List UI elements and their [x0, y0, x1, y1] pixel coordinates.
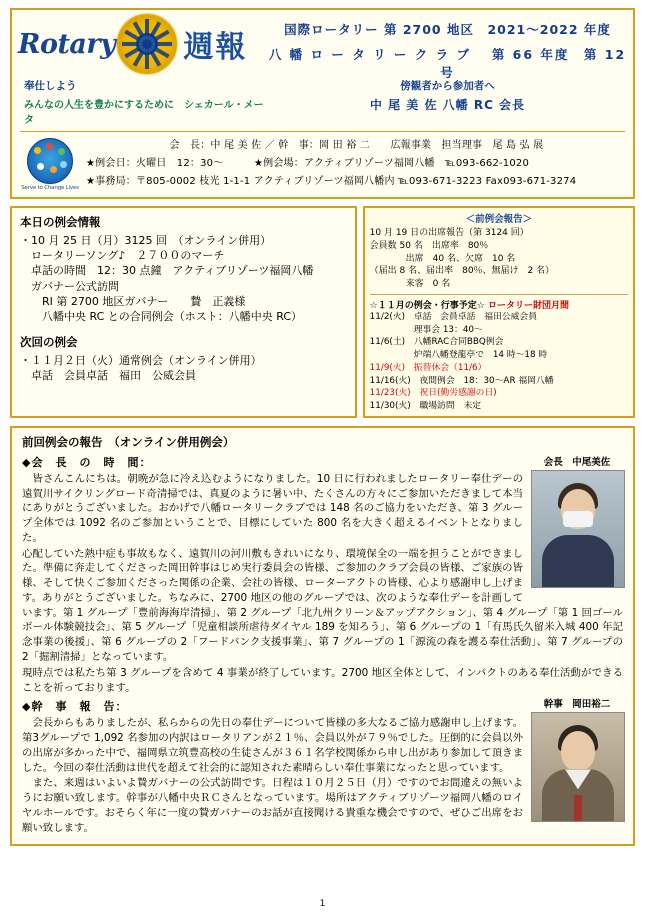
- report-divider: [370, 294, 628, 295]
- president-photo-caption: 会長 中尾美佐: [543, 456, 611, 468]
- next-meeting-line: 卓話 会員卓話 福田 公威会員: [20, 369, 196, 383]
- previous-meeting-report-panel: [363, 206, 635, 418]
- today-line: ガバナー公式訪問: [20, 279, 119, 293]
- article-title: 前回例会の報告 （オンライン併用例会）: [22, 434, 235, 449]
- next-meeting-line: ・１１月２日（火）通常例会（オンライン併用）: [20, 354, 262, 368]
- today-meeting-title: 本日の例会情報: [20, 215, 101, 229]
- schedule-item: 11/30(火) 職場訪問 未定: [369, 401, 482, 412]
- header-top-row: [18, 14, 627, 80]
- article-panel: [10, 426, 635, 847]
- meeting-info-row: [10, 206, 635, 418]
- paragraph: また、来週はいよいよ贄ガバナーの公式訪問です。日程は１０月２５日（月）ですのでお間違えの無いようにお願い致します。幹事が八幡中央ＲＣさんとなっています。場所はアクティブリゾーツ福岡八幡のロイヤルホールです。おそらく年に一度の贄ガバナーのお話が直接聞ける貴重な機会ですので、ぜひご出席をお願い致します。: [22, 777, 523, 834]
- rotary-wheel-icon: [117, 14, 177, 74]
- schedule-item: 11/2(火) 卓話 会員卓話 福田公威会員: [369, 311, 538, 322]
- serve-to-change-lives-icon: [27, 138, 73, 184]
- today-line: ロータリーソング♪ ２７００のマーチ: [20, 249, 225, 263]
- today-line: RI 第 2700 地区ガバナー 贄 正義様: [20, 294, 246, 308]
- attendance-line: 10 月 19 日の出席報告（第 3124 回）: [369, 228, 529, 238]
- district-year-line: 国際ロータリー 第 2700 地区 2021～2022 年度: [284, 22, 611, 37]
- officers-line-2: ★例会日：火曜日 12：30～ ★例会場：アクティブリゾーツ福岡八幡 ℡093-662-1020: [86, 158, 530, 169]
- schedule-item: 11/16(火) 夜間例会 18：30～AR 福岡八幡: [369, 375, 554, 386]
- theme-emblem-area: [18, 136, 82, 191]
- previous-report-heading: ＜前例会報告＞: [465, 214, 533, 225]
- schedule-heading-main: ☆１１月の例会・行事予定☆: [369, 300, 485, 311]
- secretary-photo: [531, 712, 625, 822]
- attendance-line: 出席 40 名、欠席 10 名: [369, 253, 516, 264]
- attendance-line: （届出 8 名、届出率 80％、無届け 2 名）: [369, 266, 555, 277]
- schedule-heading-month-theme: ロータリー財団月間: [487, 300, 569, 311]
- schedule-item: 11/9(火) 振替休会（11/6）: [369, 362, 487, 373]
- rotary-wordmark: Rotary: [18, 28, 116, 60]
- schedule-item: 炉端八幡登龍亭で 14 時～18 時: [369, 350, 548, 361]
- club-theme-line2: 中 尾 美 佐 八幡 RC 会長: [369, 98, 526, 112]
- club-logo-area: [18, 14, 268, 74]
- schedule-item: 11/6(土) 八幡RAC合同BBQ例会: [369, 337, 504, 348]
- officers-line-1: 会 長：中 尾 美 佐 ／ 幹 事：岡 田 裕 二 広報事業 担当理事 尾 島 弘 展: [169, 140, 544, 151]
- today-line: 八幡中央 RC との合同例会（ホスト：八幡中央 RC）: [20, 309, 303, 323]
- president-photo-block: [531, 454, 623, 588]
- ri-theme-line1: 奉仕しよう: [24, 80, 77, 92]
- secretary-report-heading: ◆幹 事 報 告：: [22, 700, 128, 714]
- paragraph: 現時点では私たち第 3 グループを含めて 4 事業が終了しています。2700 地区全体として、インパクトのある奉仕活動ができることを祈っております。: [22, 666, 623, 694]
- schedule-item: 11/23(火) 祝日(勤労感謝の日): [369, 388, 497, 399]
- secretary-photo-block: [531, 696, 623, 822]
- bulletin-wordmark: 週報: [183, 30, 248, 65]
- paragraph: 会長からもありましたが、私らからの先日の奉仕デーについて皆様の多大なるご協力感謝申し上げます。第3グループで 1,092 名参加の内訳はロータリアンが２１％、会員以外が７９％でした。圧倒的に会員以外の出席が多かった中で、福岡県立筑豊高校の生徒さんが３６１名学校関係から申し出があり参加して頂きました。今回の奉仕活動は世代を超えて社会的に認知された素晴らしい奉仕事業になったと思っています。: [22, 717, 523, 774]
- president-photo: [531, 470, 625, 588]
- next-meeting-title: 次回の例会: [20, 335, 78, 350]
- ri-theme-line2: みんなの人生を豊かにするために シェカール・メータ: [24, 100, 264, 126]
- officers-block: [18, 136, 627, 191]
- attendance-line: 来客 0 名: [369, 279, 451, 290]
- header-divider: [20, 131, 625, 132]
- officer-contact-lines: [82, 136, 627, 190]
- paragraph: 皆さんこんにちは。朝晩が急に冷え込むようになりました。10 日に行われましたロータリー奉仕デーの遠賀川サイクリングロード奇清掃では、真夏のように暑い中、たくさんの方々にご参加いただきまして本当にありがとうございました。おかげで八幡ロータリークラブでは 148 名のご協力をいただき、第 3 グループ全体では 1092 名のご参加ということで、目標にしていた 800 名を大きく超えるイベントとなりました。: [22, 472, 523, 544]
- ri-theme-block: [18, 78, 268, 126]
- officers-line-3: ★事務局：〒805-0002 枝光 1-1-1 アクティブリゾーツ福岡八幡内 ℡093-671-3223 Fax093-671-3274: [86, 176, 577, 187]
- attendance-line: 会員数 50 名 出席率 80％: [369, 240, 489, 251]
- club-issue-line: 八 幡 ロ ー タ リ ー ク ラ ブ 第 66 年度 第 12 号: [268, 47, 627, 80]
- today-meeting-panel: [10, 206, 357, 418]
- secretary-photo-caption: 幹事 岡田裕二: [543, 699, 611, 711]
- paragraph: 心配していた熱中症も事故もなく、遠賀川の河川敷もきれいになり、環境保全の一端を担うことができました。準備に奔走してくださった岡田幹事はじめ実行委員会の皆様、ご参加のクラブ会員の皆様、ご家族の皆様、そして快くご参加くださった関係の企業、会社の皆様、ローターアクトの皆様、心より感謝申し上げます。ありがとうございました。ちなみに、2700 地区の他のグループでは、次のような奉仕デーを計画しています。第 1 グループ「豊前海海岸清掃」、第 2 グループ「北九州クリーン＆アップアクション」、第 4 グループ「第 1 回ゴールボール体験競技会」、第 5 グループ「児童相談所虐待ダイヤル 189 を知ろう」、第 6 グループの 1「有馬氏久留米入城 400 年記念事業の後援」、第 6 グループの 2「フードバンク支援事業」、第 7 グループの 1「源流の森を護る奉仕活動」、第 7 グループの 2「掘割清掃」となっています。: [22, 547, 623, 664]
- header-panel: [10, 8, 635, 199]
- schedule-heading: [370, 298, 628, 311]
- page-number: 1: [319, 899, 326, 909]
- header-title-block: [268, 14, 627, 81]
- club-theme-line1: 傍観者から参加者へ: [400, 80, 495, 92]
- motto-row: [18, 78, 627, 126]
- president-message-heading: ◆会 長 の 時 間：: [22, 455, 152, 469]
- club-theme-block: [268, 78, 627, 113]
- schedule-item: 理事会 13：40～: [369, 324, 483, 335]
- emblem-caption: Serve to Change Lives: [21, 185, 79, 191]
- today-line: 卓話の時間 12：30 点鐘 アクティブリゾーツ福岡八幡: [20, 264, 314, 278]
- today-line: ・10 月 25 日（月）3125 回 （オンライン併用）: [20, 234, 272, 247]
